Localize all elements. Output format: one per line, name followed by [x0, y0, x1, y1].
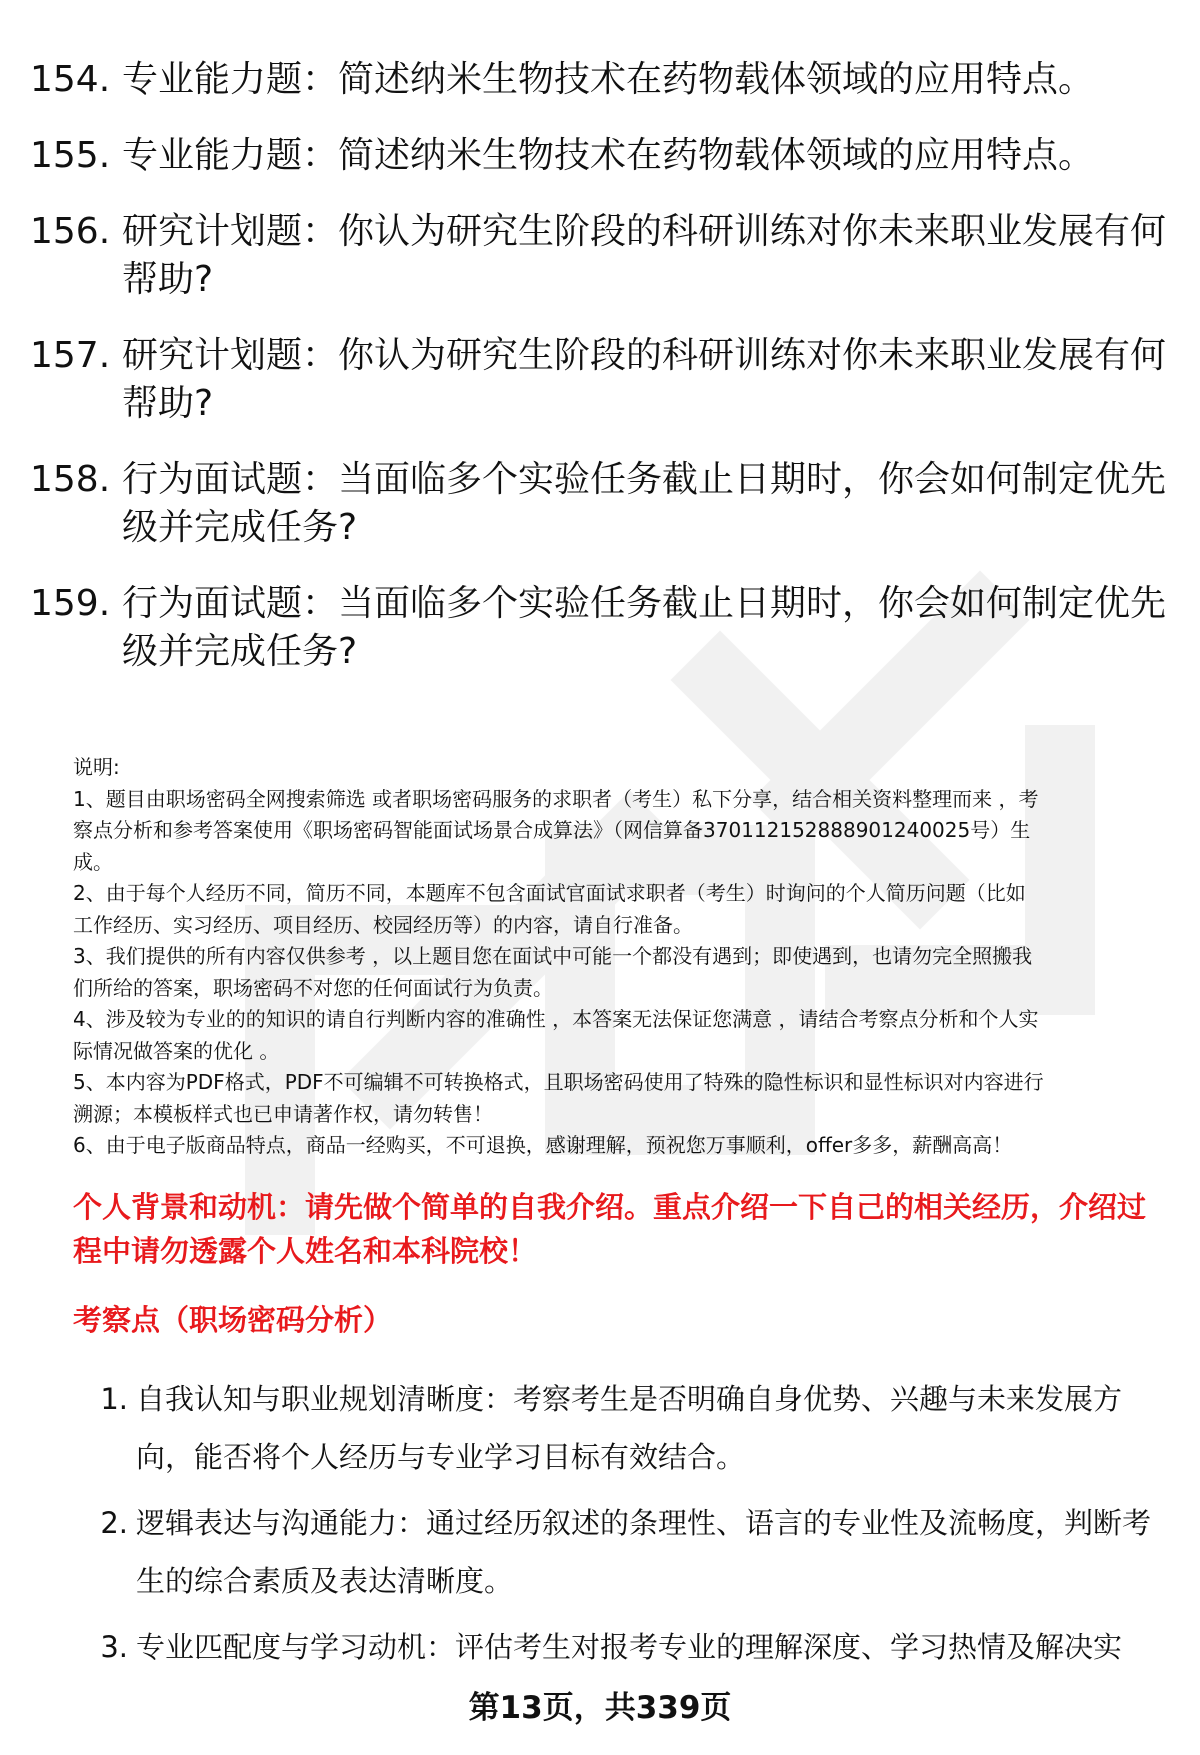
question-number: 158.: [30, 459, 111, 500]
list-item: [80, 1618, 1165, 1676]
assessment-points-list: [80, 1370, 1165, 1684]
question-category: 行为面试题 ：: [122, 459, 338, 500]
note-line: 们所给的答案，职场密码不对您的任何面试行为负责。: [73, 975, 553, 1000]
question-category: 研究计划题 ：: [122, 335, 338, 376]
question-number: 154.: [30, 59, 111, 100]
question-item: [30, 332, 1170, 428]
point-number: 3.: [100, 1630, 128, 1664]
question-text: [122, 456, 1170, 552]
question-item: [30, 208, 1170, 304]
question-item: [30, 580, 1170, 676]
question-body: 当面临多个实验任务截止日期时，你会如何制定优先级并完成任务?: [122, 583, 1167, 672]
question-category: 研究计划题 ：: [122, 211, 338, 252]
note-line: 1、题目由职场密码全网搜索筛选 或者职场密码服务的求职者（考生）私下分享，结合相关资料整理而来 ，考: [73, 786, 1039, 811]
question-body: 你认为研究生阶段的科研训练对你未来职业发展有何帮助?: [122, 335, 1167, 424]
question-item: [30, 456, 1170, 552]
point-text: 专业匹配度与学习动机：评估考生对报考专业的理解深度、学习热情及解决实: [136, 1630, 1123, 1664]
question-text: [122, 332, 1170, 428]
notes-section: [73, 752, 1163, 1162]
note-line: 5、本内容为PDF格式，PDF不可编辑不可转换格式，且职场密码使用了特殊的隐性标识和显性标识对内容进行: [73, 1070, 1044, 1094]
notes-title: 说明:: [73, 755, 120, 779]
question-body: 你认为研究生阶段的科研训练对你未来职业发展有何帮助?: [122, 211, 1167, 300]
question-category: 专业能力题 ：: [122, 135, 338, 176]
question-text: [122, 132, 1170, 180]
question-item: [30, 56, 1170, 104]
note-line: 6、由于电子版商品特点，商品一经购买，不可退换，感谢理解，预祝您万事顺利，offer多多，薪酬高高！: [73, 1133, 1013, 1157]
note-line: 3、我们提供的所有内容仅供参考 ，以上题目您在面试中可能一个都没有遇到；即使遇到，也请勿完全照搬我: [73, 944, 1033, 968]
point-text: 逻辑表达与沟通能力：通过经历叙述的条理性、语言的专业性及流畅度，判断考生的综合素质及表达清晰度。: [136, 1506, 1152, 1598]
note-line: 2、由于每个人经历不同，简历不同，本题库不包含面试官面试求职者（考生）时询问的个人简历问题（比如: [73, 881, 1026, 905]
note-line: 4、涉及较为专业的的知识的请自行判断内容的准确性 ，本答案无法保证您满意 ，请结合考察点分析和个人实: [73, 1007, 1039, 1031]
point-text: 自我认知与职业规划清晰度：考察考生是否明确自身优势、兴趣与未来发展方向，能否将个人经历与专业学习目标有效结合。: [136, 1382, 1123, 1474]
note-line: 际情况做答案的优化 。: [73, 1038, 280, 1063]
question-text: [122, 208, 1170, 304]
note-line: 工作经历、实习经历、项目经历、校园经历等）的内容，请自行准备。: [73, 912, 693, 937]
section-title: 考察点（职场密码分析）: [73, 1303, 393, 1337]
question-category: 专业能力题 ：: [122, 59, 338, 100]
note-line: 成。: [73, 849, 113, 874]
point-number: 1.: [100, 1382, 128, 1416]
interview-question-heading: 个人背景和动机：请先做个简单的自我介绍。重点介绍一下自己的相关经历，介绍过程中请勿透露个人姓名和本科院校！: [73, 1190, 1147, 1268]
list-item: [80, 1370, 1165, 1486]
question-list: [30, 56, 1170, 704]
question-body: 简述纳米生物技术在药物载体领域的应用特点。: [338, 135, 1095, 176]
note-line: 溯源；本模板样式也已申请著作权，请勿转售！: [73, 1101, 493, 1126]
question-body: 简述纳米生物技术在药物载体领域的应用特点。: [338, 59, 1095, 100]
point-number: 2.: [100, 1506, 128, 1540]
question-text: [122, 580, 1170, 676]
question-number: 156.: [30, 211, 111, 252]
question-category: 行为面试题 ：: [122, 583, 338, 624]
question-number: 157.: [30, 335, 111, 376]
question-number: 159.: [30, 583, 111, 624]
note-line: 察点分析和参考答案使用《职场密码智能面试场景合成算法》（网信算备370112152888901240025号）生: [73, 818, 1031, 842]
question-number: 155.: [30, 135, 111, 176]
list-item: [80, 1494, 1165, 1610]
question-body: 当面临多个实验任务截止日期时，你会如何制定优先级并完成任务?: [122, 459, 1167, 548]
question-text: [122, 56, 1170, 104]
page-footer: 第13页，共339页: [468, 1690, 732, 1726]
question-item: [30, 132, 1170, 180]
